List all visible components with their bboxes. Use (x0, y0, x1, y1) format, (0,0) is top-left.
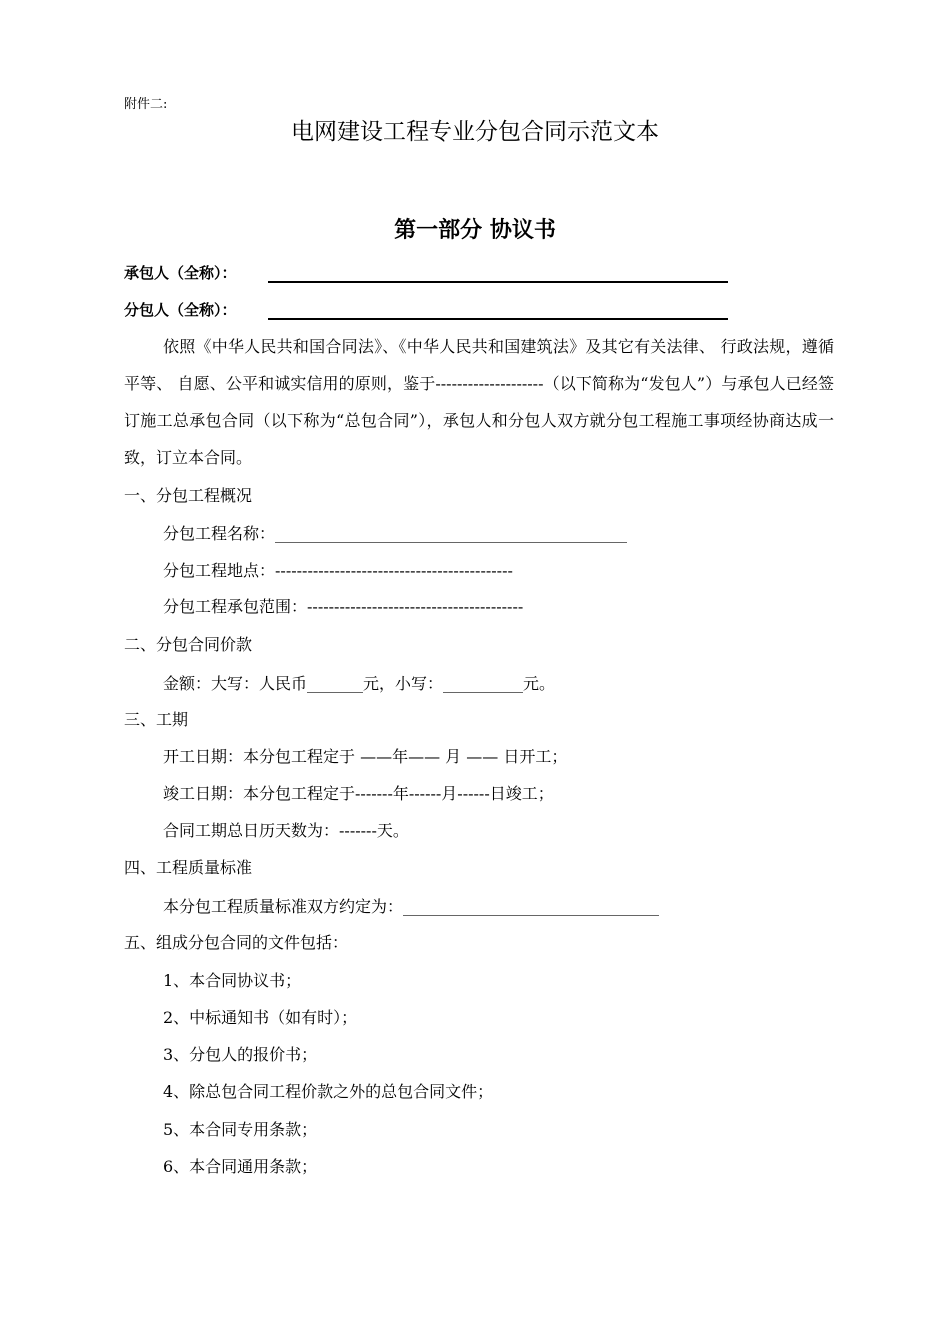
section-5-title: 五、组成分包合同的文件包括： (124, 933, 349, 952)
part-title: 第一部分 协议书 (394, 218, 556, 243)
completion-date: 竣工日期：本分包工程定于-------年------月------日竣工； (163, 784, 554, 803)
contract-amount: 金额：大写：人民币_______元，小写：__________元。 (163, 674, 556, 693)
subcontractor-blank-line (268, 318, 728, 320)
list-item: 5、本合同专用条款； (163, 1120, 318, 1139)
subcontract-project-name: 分包工程名称：____________________________________________ (163, 524, 628, 543)
total-duration: 合同工期总日历天数为：-------天。 (163, 821, 409, 840)
quality-standard: 本分包工程质量标准双方约定为：________________________________ (163, 897, 660, 916)
contractor-label: 承包人（全称）： (124, 264, 237, 282)
intro-paragraph: 依照《中华人民共和国合同法》、《中华人民共和国建筑法》及其它有关法律、 行政法规，遵循平等、 自愿、公平和诚实信用的原则，鉴于--------------------（以下简称为“发包人”）与承包人已经签订施工总承包合同（以下称为“总包合同”），承包人和分包人双方就分包工程施工事项经协商达成一致，订立本合同。 (124, 337, 834, 467)
section-4-title: 四、工程质量标准 (124, 858, 253, 877)
attachment-label: 附件二: (124, 97, 168, 112)
subcontract-project-location: 分包工程地点：-------------------------------------------- (163, 561, 513, 580)
section-2-title: 二、分包合同价款 (124, 635, 253, 654)
list-item: 6、本合同通用条款； (163, 1157, 318, 1176)
list-item: 3、分包人的报价书； (163, 1045, 318, 1064)
subcontract-scope: 分包工程承包范围：---------------------------------------- (163, 597, 524, 616)
list-item: 1、本合同协议书； (163, 971, 302, 990)
section-1-title: 一、分包工程概况 (124, 486, 253, 505)
subcontractor-label: 分包人（全称）： (124, 301, 237, 319)
contractor-blank-line (268, 281, 728, 283)
list-item: 4、除总包合同工程价款之外的总包合同文件； (163, 1082, 494, 1101)
list-item: 2、中标通知书（如有时）； (163, 1008, 358, 1027)
document-title: 电网建设工程专业分包合同示范文本 (291, 119, 659, 145)
section-3-title: 三、工期 (124, 710, 189, 729)
start-date: 开工日期：本分包工程定于 ——年—— 月 —— 日开工； (163, 747, 568, 766)
